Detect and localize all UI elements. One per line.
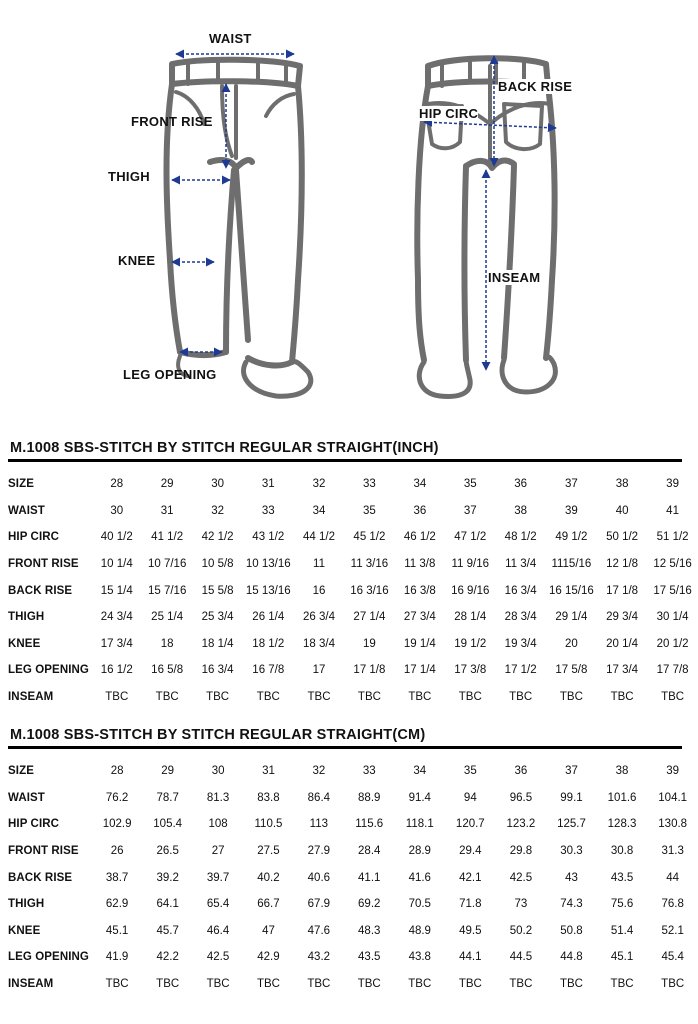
table-cell: 12 5/16 (653, 558, 692, 571)
table-cell: 17 3/4 (100, 637, 133, 650)
table-row (8, 758, 698, 785)
table-cell: 18 (160, 637, 174, 650)
front-rise-label: FRONT RISE (131, 114, 213, 129)
table-cell: 76.8 (661, 898, 684, 911)
table-cell: 41 (666, 504, 679, 517)
table-cell: 45 1/2 (353, 531, 386, 544)
table-cell: 65.4 (206, 898, 230, 911)
knee-label: KNEE (118, 253, 156, 268)
table-cell: 42.1 (459, 871, 482, 884)
table-cell: 17 5/8 (555, 664, 588, 677)
table-cell: 36 (413, 504, 427, 517)
table-cell: 46.4 (206, 924, 230, 937)
table-cell: TBC (307, 691, 331, 704)
table-row (8, 604, 698, 631)
table-cell: 31 (160, 504, 174, 517)
table-cell: TBC (610, 978, 634, 991)
table-cell: 43 (565, 871, 578, 884)
waist-label: WAIST (209, 31, 252, 46)
table-cell: 30 (211, 765, 225, 778)
table-cell: 28.4 (358, 845, 381, 858)
leg-opening-label: LEG OPENING (123, 367, 217, 382)
table-cell: 18 1/2 (252, 637, 285, 650)
table-cell: 19 1/4 (403, 637, 436, 650)
table-cell: 86.4 (307, 791, 331, 804)
table-cell: TBC (206, 978, 230, 991)
table-cell: 29 1/4 (555, 611, 588, 624)
row-label: INSEAM (8, 978, 54, 991)
table-cell: 51.4 (610, 924, 634, 937)
table-cell: 51 1/2 (656, 531, 689, 544)
table-cell: 27.5 (257, 845, 280, 858)
table-cell: 17 1/8 (353, 664, 386, 677)
table-row (8, 657, 698, 684)
table-cell: 17 1/2 (504, 664, 537, 677)
table-cell: 16 3/8 (403, 584, 436, 597)
table-cell: 41 1/2 (151, 531, 184, 544)
inseam-label: INSEAM (488, 270, 541, 285)
table-cell: 28.9 (408, 845, 431, 858)
table-cell: 101.6 (607, 791, 637, 804)
table-row (8, 891, 698, 918)
row-label: LEG OPENING (8, 664, 89, 677)
table-cell: 88.9 (358, 791, 381, 804)
table-cell: TBC (610, 691, 634, 704)
table-cell: 45.1 (105, 924, 129, 937)
table-cell: 15 7/16 (147, 584, 187, 597)
table-cell: 16 3/16 (350, 584, 389, 597)
table-cell: 45.1 (610, 951, 634, 964)
cm-title-rule (8, 746, 682, 749)
table-cell: 17 5/16 (653, 584, 692, 597)
hip-circ-label: HIP CIRC (419, 106, 479, 121)
table-cell: 29 (161, 765, 175, 778)
table-cell: 10 13/16 (245, 558, 291, 571)
table-row (8, 838, 698, 865)
table-cell: 31 (262, 765, 275, 778)
table-cell: 28 (110, 765, 124, 778)
table-cell: 30 (211, 478, 224, 491)
table-cell: 17 3/8 (454, 664, 487, 677)
table-cell: TBC (155, 691, 179, 704)
table-cell: 128.3 (607, 818, 637, 831)
table-cell: 27 1/4 (353, 611, 386, 624)
table-cell: 18 3/4 (303, 637, 335, 650)
table-cell: 44.1 (459, 951, 482, 964)
table-cell: 15 5/8 (201, 584, 234, 597)
table-cell: 43 1/2 (252, 531, 285, 544)
table-cell: 32 (211, 504, 224, 517)
table-cell: 35 (463, 765, 477, 778)
table-cell: TBC (408, 691, 432, 704)
table-cell: 40 1/2 (100, 531, 133, 544)
table-cell: TBC (307, 978, 331, 991)
table-row (8, 631, 698, 658)
table-cell: 39 (666, 478, 679, 491)
row-label: WAIST (8, 504, 45, 517)
table-cell: TBC (357, 691, 381, 704)
table-cell: 47 (262, 924, 275, 937)
table-cell: 96.5 (509, 791, 533, 804)
table-cell: 42.9 (257, 951, 280, 964)
table-cell: 49.5 (459, 924, 482, 937)
table-cell: 28 3/4 (504, 611, 537, 624)
table-cell: 36 (514, 478, 528, 491)
table-cell: 16 (312, 584, 326, 597)
table-cell: 11 3/8 (404, 558, 436, 571)
table-cell: 50.2 (509, 924, 533, 937)
table-cell: TBC (559, 978, 583, 991)
table-cell: 75.6 (610, 898, 634, 911)
table-cell: 47 1/2 (454, 531, 487, 544)
table-cell: 20 (564, 637, 578, 650)
table-cell: 20 1/4 (606, 637, 639, 650)
table-cell: 99.1 (560, 791, 583, 804)
row-label: THIGH (8, 898, 45, 911)
table-cell: 24 3/4 (100, 611, 133, 624)
table-cell: 48.9 (408, 924, 431, 937)
table-cell: TBC (256, 978, 280, 991)
table-row (8, 944, 698, 971)
table-cell: 115.6 (355, 818, 384, 831)
table-cell: 36 (514, 765, 528, 778)
table-cell: 108 (208, 818, 228, 831)
table-cell: 11 3/4 (505, 558, 537, 571)
table-cell: 15 1/4 (100, 584, 133, 597)
table-cell: 16 5/8 (151, 664, 184, 677)
row-label: FRONT RISE (8, 558, 79, 571)
table-cell: 70.5 (408, 898, 431, 911)
table-cell: 35 (463, 478, 477, 491)
back-rise-label: BACK RISE (498, 79, 573, 94)
table-cell: 113 (309, 818, 329, 831)
table-row (8, 524, 698, 551)
table-row (8, 577, 698, 604)
table-cell: 26 3/4 (303, 611, 335, 624)
table-cell: 44.8 (560, 951, 583, 964)
row-label: THIGH (8, 611, 45, 624)
table-cell: 32 (312, 478, 326, 491)
table-cell: 125.7 (557, 818, 586, 831)
table-cell: 81.3 (206, 791, 230, 804)
table-cell: 17 3/4 (606, 664, 639, 677)
cm-table-title: M.1008 SBS-STITCH BY STITCH REGULAR STRAIGHT(CM) (10, 727, 426, 743)
front-jeans (167, 60, 311, 397)
table-cell: 11 9/16 (451, 558, 489, 571)
table-cell: 33 (362, 765, 376, 778)
table-cell: 44.5 (509, 951, 533, 964)
table-cell: 27.9 (307, 845, 331, 858)
table-cell: 15 13/16 (245, 584, 291, 597)
table-cell: 19 1/2 (454, 637, 487, 650)
table-cell: TBC (509, 691, 533, 704)
table-cell: 41.9 (105, 951, 129, 964)
table-cell: 34 (413, 765, 427, 778)
table-cell: 130.8 (658, 818, 688, 831)
table-cell: 50 1/2 (606, 531, 639, 544)
measurement-diagram (0, 0, 698, 420)
table-cell: 37 (463, 504, 477, 517)
table-cell: 39 (564, 504, 578, 517)
table-cell: 31 (261, 478, 275, 491)
table-cell: 27 3/4 (403, 611, 436, 624)
table-row (8, 811, 698, 838)
table-cell: 26 (110, 845, 124, 858)
table-cell: 41.6 (408, 871, 431, 884)
table-cell: 78.7 (156, 791, 179, 804)
table-cell: 29.4 (459, 845, 482, 858)
table-cell: 50.8 (560, 924, 583, 937)
table-cell: 110.5 (254, 818, 283, 831)
table-cell: 48 1/2 (504, 531, 537, 544)
table-cell: 37 (565, 765, 578, 778)
table-cell: 10 5/8 (201, 558, 234, 571)
table-cell: 43.5 (358, 951, 381, 964)
table-cell: 45.7 (156, 924, 179, 937)
table-cell: 31.3 (661, 845, 684, 858)
table-cell: 19 3/4 (504, 637, 537, 650)
table-cell: 34 (413, 478, 427, 491)
jeans-illustration (0, 0, 698, 420)
table-cell: 48.3 (358, 924, 381, 937)
table-cell: TBC (661, 691, 685, 704)
table-cell: 104.1 (658, 791, 688, 804)
row-label: WAIST (8, 791, 45, 804)
table-cell: 44 1/2 (303, 531, 335, 544)
table-cell: 39 (666, 765, 680, 778)
table-cell: 42.2 (156, 951, 179, 964)
table-cell: 41.1 (358, 871, 381, 884)
inch-table-title: M.1008 SBS-STITCH BY STITCH REGULAR STRAIGHT(INCH) (10, 440, 439, 456)
table-cell: 25 1/4 (151, 611, 184, 624)
inch-size-table (8, 471, 698, 710)
table-cell: TBC (156, 978, 180, 991)
table-cell: 91.4 (408, 791, 431, 804)
table-cell: TBC (509, 978, 533, 991)
table-cell: TBC (256, 691, 280, 704)
table-cell: 43.8 (408, 951, 431, 964)
table-cell: 62.9 (105, 898, 129, 911)
table-cell: 30 1/4 (656, 611, 689, 624)
table-cell: 64.1 (156, 898, 179, 911)
table-row (8, 785, 698, 812)
table-cell: TBC (559, 691, 583, 704)
table-cell: 16 15/16 (548, 584, 594, 597)
table-cell: 47.6 (307, 924, 331, 937)
table-cell: 27 (211, 845, 225, 858)
table-cell: 37 (564, 478, 578, 491)
table-cell: 38 (615, 478, 629, 491)
table-cell: 45.4 (661, 951, 684, 964)
table-cell: 10 1/4 (100, 558, 133, 571)
table-cell: 38 (615, 765, 629, 778)
table-cell: 40.2 (257, 871, 280, 884)
row-label: HIP CIRC (8, 818, 60, 831)
table-cell: 39.7 (206, 871, 230, 884)
table-cell: TBC (458, 691, 482, 704)
table-cell: 28 (110, 478, 124, 491)
table-cell: 52.1 (661, 924, 684, 937)
table-cell: 30 (110, 504, 124, 517)
table-cell: TBC (458, 978, 482, 991)
table-cell: 17 7/8 (656, 664, 689, 677)
table-cell: 17 1/8 (606, 584, 639, 597)
cm-size-table (8, 758, 698, 997)
table-cell: 12 1/8 (606, 558, 639, 571)
table-cell: 17 1/4 (403, 664, 436, 677)
table-cell: 16 9/16 (451, 584, 490, 597)
table-cell: 17 (312, 664, 326, 677)
row-label: HIP CIRC (8, 531, 60, 544)
table-cell: 16 3/4 (201, 664, 234, 677)
table-cell: TBC (105, 978, 129, 991)
table-cell: 44 (666, 871, 680, 884)
row-label: KNEE (8, 637, 41, 650)
table-cell: TBC (105, 691, 129, 704)
inch-title-rule (8, 459, 682, 462)
table-cell: 39.2 (156, 871, 179, 884)
table-cell: 18 1/4 (201, 637, 234, 650)
table-cell: 26.5 (156, 845, 179, 858)
table-row (8, 551, 698, 578)
table-cell: 46 1/2 (403, 531, 436, 544)
table-cell: 38 (514, 504, 528, 517)
table-cell: 29 (160, 478, 174, 491)
table-cell: 16 1/2 (100, 664, 133, 677)
table-cell: TBC (357, 978, 381, 991)
table-cell: 16 7/8 (252, 664, 285, 677)
table-cell: 40 (615, 504, 629, 517)
row-label: INSEAM (8, 691, 54, 704)
table-cell: 28 1/4 (454, 611, 487, 624)
table-cell: 16 3/4 (504, 584, 537, 597)
table-cell: 20 1/2 (656, 637, 689, 650)
table-cell: 32 (312, 765, 326, 778)
table-cell: 105.4 (153, 818, 183, 831)
table-cell: 25 3/4 (201, 611, 234, 624)
table-row (8, 498, 698, 525)
row-label: BACK RISE (8, 584, 73, 597)
table-cell: 102.9 (102, 818, 132, 831)
table-cell: 29 3/4 (606, 611, 639, 624)
table-cell: 29.8 (509, 845, 533, 858)
table-cell: 66.7 (257, 898, 280, 911)
table-cell: 42 1/2 (201, 531, 234, 544)
table-cell: TBC (408, 978, 432, 991)
table-cell: 43.5 (610, 871, 634, 884)
row-label: LEG OPENING (8, 951, 89, 964)
table-row (8, 864, 698, 891)
table-cell: 118.1 (405, 818, 434, 831)
table-row (8, 971, 698, 998)
table-row (8, 918, 698, 945)
table-cell: 83.8 (257, 791, 280, 804)
table-cell: 69.2 (358, 898, 381, 911)
row-label: KNEE (8, 924, 41, 937)
table-cell: 30.3 (560, 845, 583, 858)
table-cell: 30.8 (610, 845, 634, 858)
table-cell: 11 (313, 558, 325, 571)
table-cell: 73 (514, 898, 528, 911)
table-cell: 123.2 (506, 818, 536, 831)
table-cell: 74.3 (560, 898, 583, 911)
table-cell: 33 (363, 478, 376, 491)
table-cell: 10 7/16 (147, 558, 187, 571)
table-cell: 35 (363, 504, 376, 517)
table-cell: 38.7 (105, 871, 129, 884)
table-cell: 1115/16 (551, 558, 592, 571)
row-label: FRONT RISE (8, 845, 79, 858)
table-cell: 71.8 (459, 898, 482, 911)
table-cell: 26 1/4 (252, 611, 285, 624)
table-cell: 19 (363, 637, 376, 650)
table-cell: TBC (661, 978, 685, 991)
table-cell: 76.2 (105, 791, 129, 804)
table-cell: 40.6 (307, 871, 331, 884)
table-cell: 43.2 (307, 951, 331, 964)
row-label: SIZE (8, 765, 34, 778)
row-label: BACK RISE (8, 871, 73, 884)
table-cell: 34 (312, 504, 326, 517)
table-cell: 49 1/2 (555, 531, 588, 544)
table-cell: TBC (206, 691, 230, 704)
table-cell: 42.5 (206, 951, 230, 964)
table-row (8, 684, 698, 711)
table-cell: 11 3/16 (350, 558, 389, 571)
table-cell: 67.9 (307, 898, 331, 911)
table-cell: 120.7 (455, 818, 485, 831)
table-cell: 42.5 (509, 871, 533, 884)
thigh-label: THIGH (108, 169, 150, 184)
table-cell: 94 (463, 791, 477, 804)
table-cell: 33 (261, 504, 275, 517)
row-label: SIZE (8, 478, 34, 491)
table-row (8, 471, 698, 498)
